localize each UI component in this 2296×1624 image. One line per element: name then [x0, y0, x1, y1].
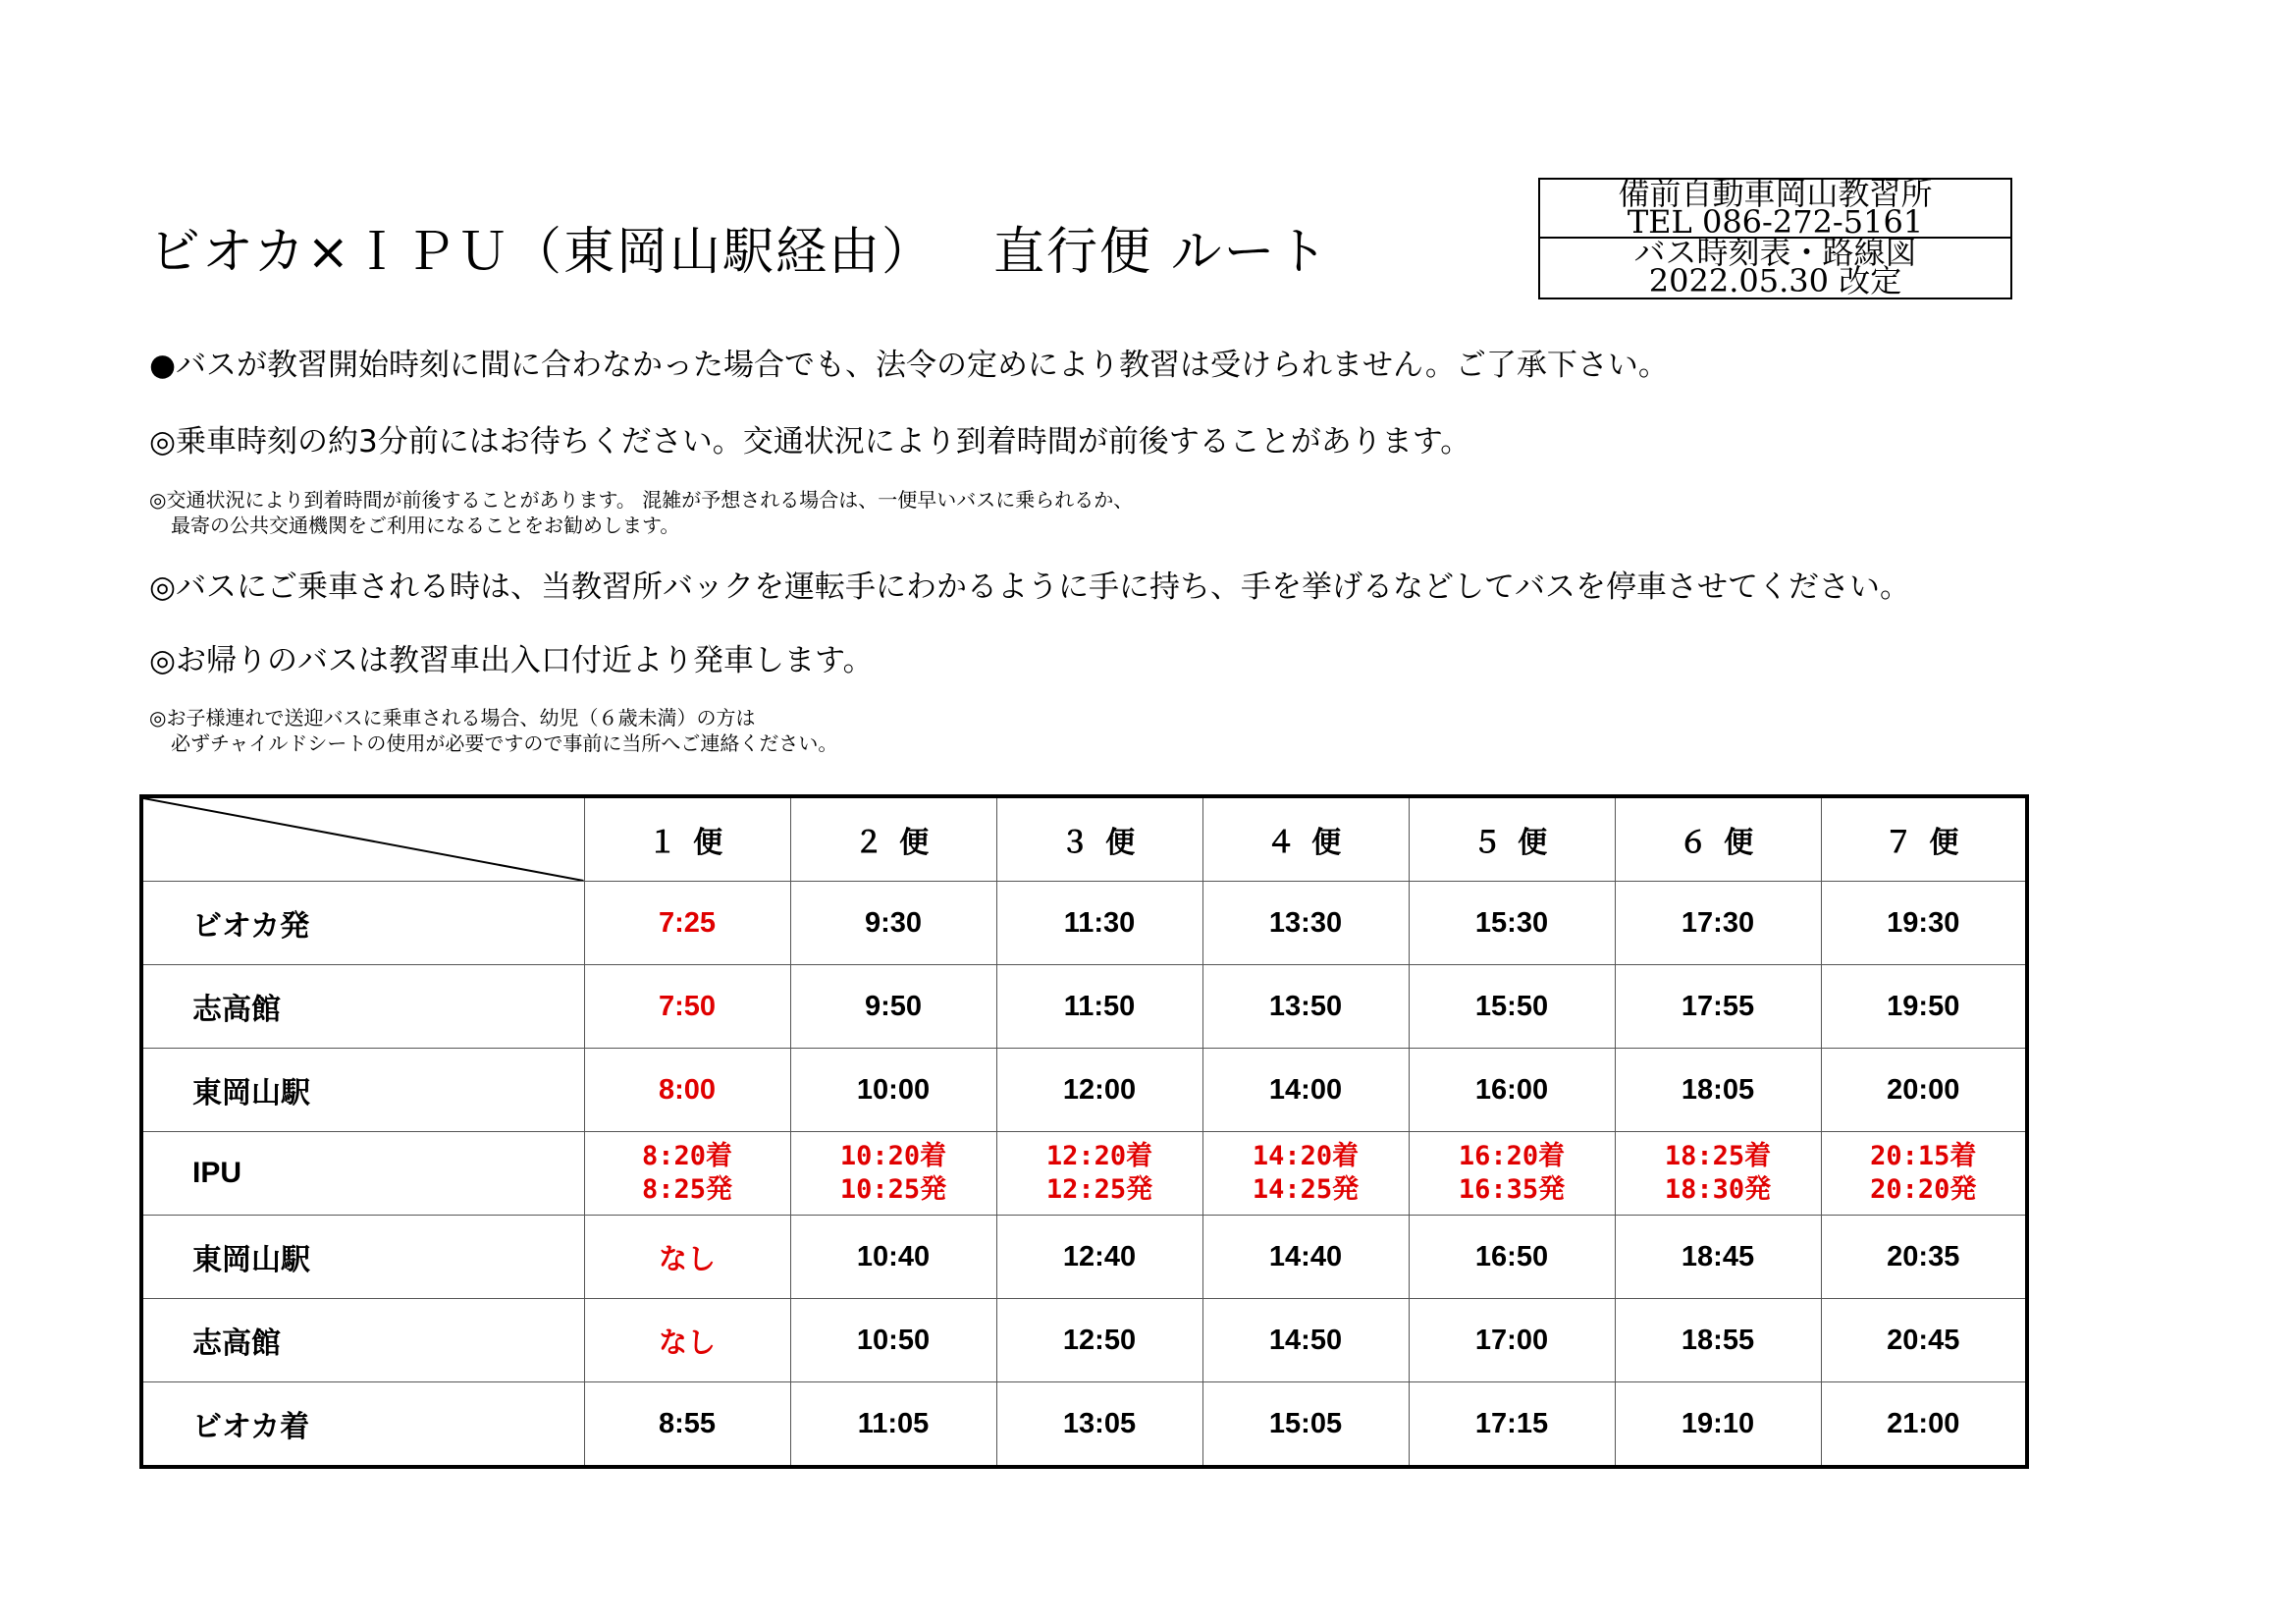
table-row	[141, 882, 2027, 965]
time-cell: なし	[584, 1216, 790, 1299]
time-cell: 13:50	[1202, 965, 1409, 1049]
document-info	[1540, 234, 2010, 299]
departure-time: 10:25発	[839, 1174, 947, 1205]
note-wait-time: ◎乗車時刻の約3分前にはお待ちください。交通状況により到着時間が前後することがあります。	[149, 424, 1471, 460]
time-cell: 11:30	[996, 882, 1202, 965]
time-cell: 13:30	[1202, 882, 1409, 965]
time-cell: 10:40	[790, 1216, 996, 1299]
diagonal-line	[143, 798, 584, 881]
time-cell: 17:30	[1615, 882, 1821, 965]
school-tel: TEL 086-272-5161	[1627, 203, 1924, 241]
note-lateness: ●バスが教習開始時刻に間に合わなかった場合でも、法令の定めにより教習は受けられません。ご了承下さい。	[149, 348, 1669, 383]
ipu-time-cell	[1821, 1132, 2027, 1216]
table-row	[141, 1382, 2027, 1468]
time-cell: 21:00	[1821, 1382, 2027, 1468]
ipu-time-cell	[790, 1132, 996, 1216]
bin-header: ５ 便	[1409, 796, 1615, 882]
arrival-time: 10:20着	[839, 1141, 947, 1171]
time-cell: 17:15	[1409, 1382, 1615, 1468]
stop-name: 志高館	[141, 965, 584, 1049]
time-cell: 16:50	[1409, 1216, 1615, 1299]
school-contact	[1540, 175, 2010, 241]
bin-header: ２ 便	[790, 796, 996, 882]
time-cell: 15:05	[1202, 1382, 1409, 1468]
time-cell: 18:45	[1615, 1216, 1821, 1299]
departure-time: 14:25発	[1252, 1174, 1360, 1205]
arrival-time: 18:25着	[1664, 1141, 1772, 1171]
departure-time: 16:35発	[1458, 1174, 1566, 1205]
time-cell: 9:30	[790, 882, 996, 965]
time-cell: 11:05	[790, 1382, 996, 1468]
time-cell: 18:05	[1615, 1049, 1821, 1132]
note-traffic	[149, 487, 1133, 538]
school-name: 備前自動車岡山教習所	[1618, 175, 1933, 212]
table-row	[141, 965, 2027, 1049]
table-header-row	[141, 796, 2027, 882]
time-cell: 10:50	[790, 1299, 996, 1382]
arrival-time: 14:20着	[1252, 1141, 1360, 1171]
time-cell: 17:55	[1615, 965, 1821, 1049]
note-child-seat	[149, 705, 837, 756]
table-row	[141, 1299, 2027, 1382]
time-cell: なし	[584, 1299, 790, 1382]
stop-name: 東岡山駅	[141, 1216, 584, 1299]
time-cell: 12:40	[996, 1216, 1202, 1299]
note-child-seat-line2: 必ずチャイルドシートの使用が必要ですので事前に当所へご連絡ください。	[171, 731, 838, 755]
time-cell: 16:00	[1409, 1049, 1615, 1132]
time-cell: 20:00	[1821, 1049, 2027, 1132]
bus-timetable	[139, 794, 2029, 1469]
time-cell: 11:50	[996, 965, 1202, 1049]
bin-header: ３ 便	[996, 796, 1202, 882]
time-cell: 10:00	[790, 1049, 996, 1132]
time-cell: 13:05	[996, 1382, 1202, 1468]
route-type: 直行便 ルート	[993, 223, 1330, 282]
time-cell: 7:25	[584, 882, 790, 965]
time-cell: 20:35	[1821, 1216, 2027, 1299]
time-cell: 12:00	[996, 1049, 1202, 1132]
ipu-time-cell	[584, 1132, 790, 1216]
stop-name: 志高館	[141, 1299, 584, 1382]
arrival-time: 12:20着	[1045, 1141, 1153, 1171]
time-cell: 7:50	[584, 965, 790, 1049]
stop-name: IPU	[141, 1132, 584, 1216]
stop-name: 東岡山駅	[141, 1049, 584, 1132]
time-cell: 15:50	[1409, 965, 1615, 1049]
time-cell: 9:50	[790, 965, 996, 1049]
note-traffic-line2: 最寄の公共交通機関をご利用になることをお勧めします。	[171, 514, 680, 537]
departure-time: 8:25発	[641, 1174, 733, 1205]
time-cell: 14:00	[1202, 1049, 1409, 1132]
page-title	[149, 210, 1330, 284]
time-cell: 20:45	[1821, 1299, 2027, 1382]
bin-header: １ 便	[584, 796, 790, 882]
school-info-box	[1538, 175, 2012, 299]
note-return-bus: ◎お帰りのバスは教習車出入口付近より発車します。	[149, 643, 874, 678]
table-row-ipu	[141, 1132, 2027, 1216]
ipu-time-cell	[1202, 1132, 1409, 1216]
note-child-seat-line1: ◎お子様連れで送迎バスに乗車される場合、幼児（６歳未満）の方は	[149, 706, 756, 730]
bin-header: ４ 便	[1202, 796, 1409, 882]
revision-date: 2022.05.30 改定	[1648, 262, 1902, 299]
departure-time: 18:30発	[1664, 1174, 1772, 1205]
arrival-time: 16:20着	[1458, 1141, 1566, 1171]
time-cell: 19:10	[1615, 1382, 1821, 1468]
time-cell: 18:55	[1615, 1299, 1821, 1382]
ipu-time-cell	[996, 1132, 1202, 1216]
time-cell: 14:50	[1202, 1299, 1409, 1382]
time-cell: 14:40	[1202, 1216, 1409, 1299]
route-title: ビオカ×ＩＰＵ（東岡山駅経由）	[149, 223, 935, 282]
note-boarding: ◎バスにご乗車される時は、当教習所バックを運転手にわかるように手に持ち、手を挙げるなどしてバスを停車させてください。	[149, 569, 1911, 605]
ipu-time-cell	[1409, 1132, 1615, 1216]
arrival-time: 8:20着	[641, 1141, 733, 1171]
time-cell: 8:00	[584, 1049, 790, 1132]
table-row	[141, 1049, 2027, 1132]
document-name: バス時刻表・路線図	[1633, 234, 1917, 271]
time-cell: 19:50	[1821, 965, 2027, 1049]
stop-name: ビオカ発	[141, 882, 584, 965]
time-cell: 8:55	[584, 1382, 790, 1468]
bin-header: ６ 便	[1615, 796, 1821, 882]
time-cell: 17:00	[1409, 1299, 1615, 1382]
time-cell: 15:30	[1409, 882, 1615, 965]
note-traffic-line1: ◎交通状況により到着時間が前後することがあります。 混雑が予想される場合は、一便早いバスに乗られるか、	[149, 488, 1134, 512]
table-row	[141, 1216, 2027, 1299]
departure-time: 12:25発	[1045, 1174, 1153, 1205]
departure-time: 20:20発	[1870, 1174, 1977, 1205]
time-cell: 19:30	[1821, 882, 2027, 965]
ipu-time-cell	[1615, 1132, 1821, 1216]
stop-name: ビオカ着	[141, 1382, 584, 1468]
bin-header: ７ 便	[1821, 796, 2027, 882]
table-corner-cell	[141, 796, 584, 882]
arrival-time: 20:15着	[1870, 1141, 1977, 1171]
time-cell: 12:50	[996, 1299, 1202, 1382]
